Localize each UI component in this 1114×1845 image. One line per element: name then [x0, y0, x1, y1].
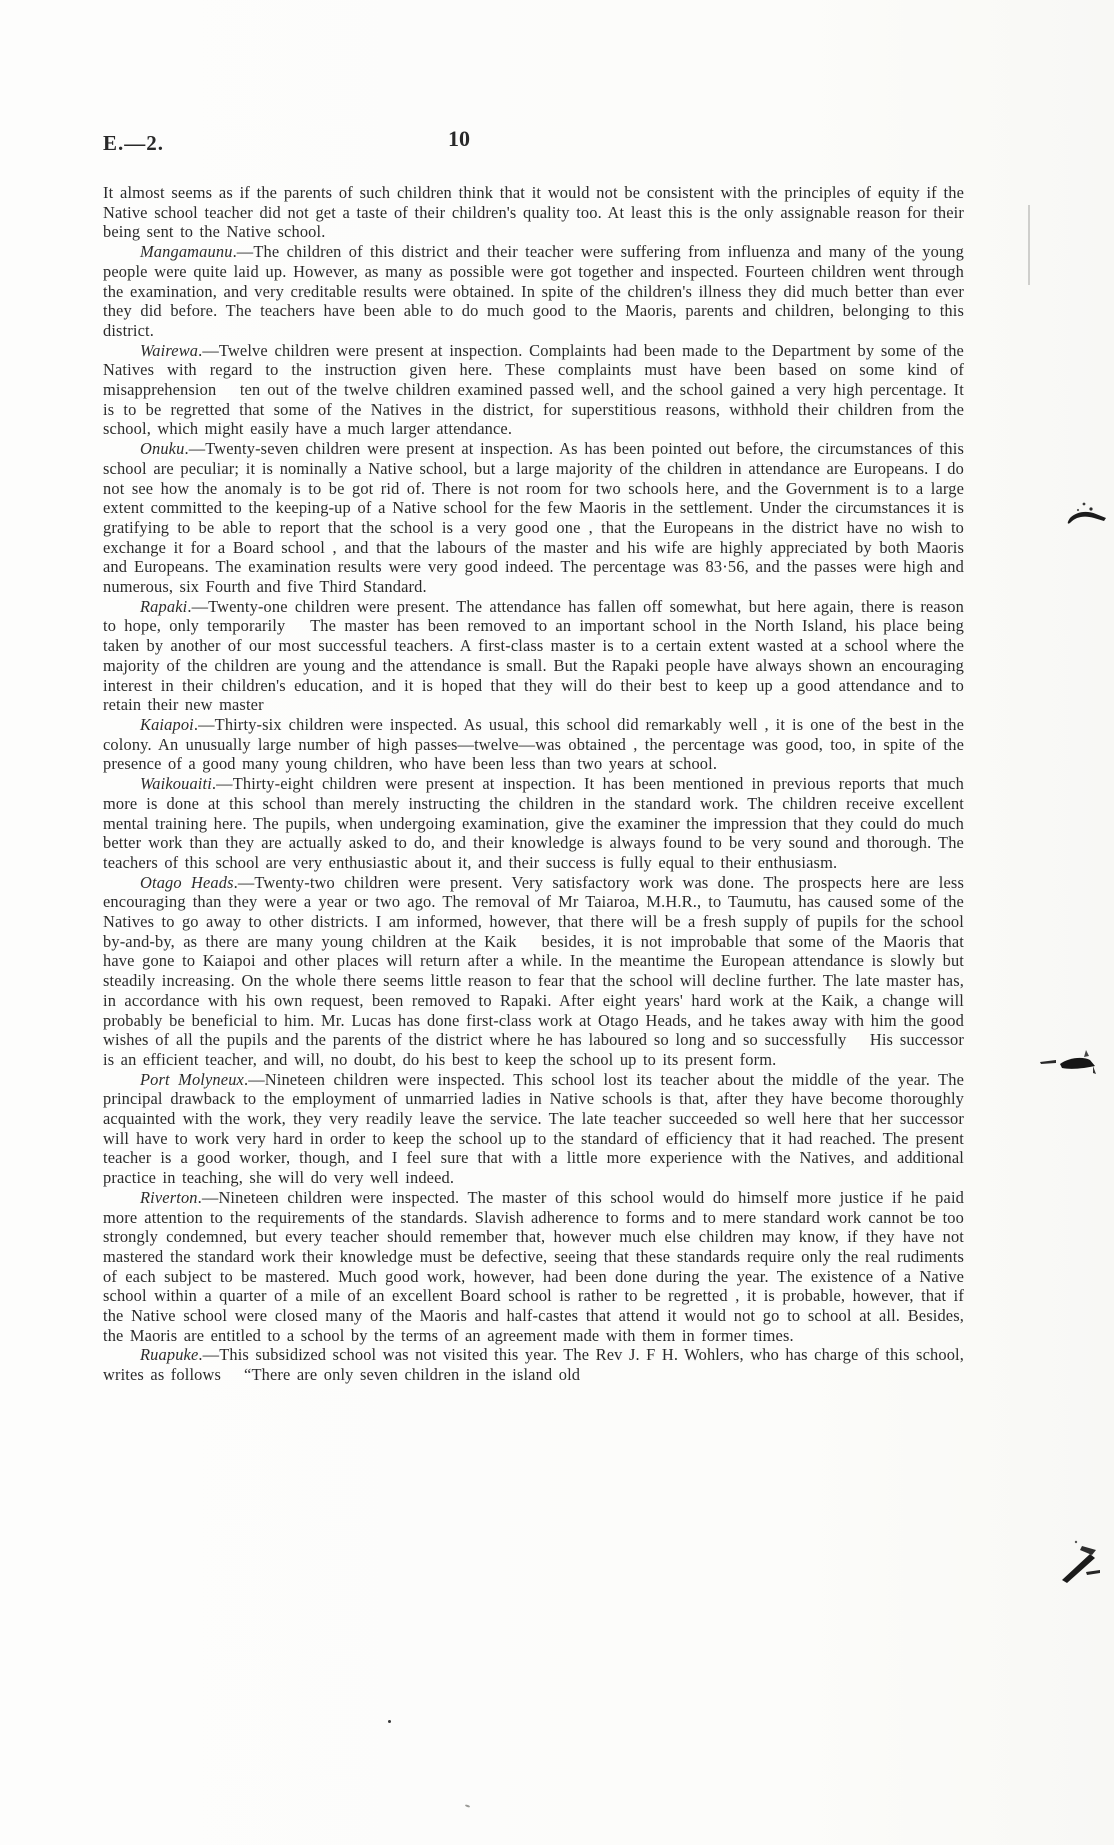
- school-name: Ruapuke: [140, 1345, 199, 1365]
- report-paragraph: It almost seems as if the parents of such children think that it would not be consistent with the principles of equity if the Native school teacher did not get a taste of their children's quality too. At least this is the only assignable reason for their being sent to the Native school.: [103, 183, 964, 242]
- name-separator: .—: [193, 714, 215, 734]
- name-separator: .—: [243, 1069, 265, 1089]
- report-paragraph: Wairewa.—Twelve children were present at inspection. Complaints had been made to the Department by some of the Natives with regard to the instruction given here. These complaints must have been based on some kind of misapprehension ten out of the twelve children examined passed well, and the school gained a very high percentage. It is to be regretted that some of the Natives in the district, for superstitious reasons, withhold their children from the school, which might easily have a much larger attendance.: [103, 340, 964, 439]
- report-paragraph: Riverton.—Nineteen children were inspected. The master of this school would do himself more justice if he paid more attention to the requirements of the standards. Slavish adherence to forms and to mere standard work cannot be too strongly condemned, but every teacher should remember that, however much else children may know, if they have not mastered the standard work their knowledge must be defective, seeing that these standards require only the real rudiments of each subject to be mastered. Much good work, however, had been done during the year. The existence of a Native school within a quarter of a mile of an excellent Board school is rather to be regretted , it is probable, however, that if the Native school were closed many of the Maoris and half-castes that attend it would not go to school at all. Besides, the Maoris are entitled to a school by the terms of an agreement made with them in former times.: [103, 1187, 964, 1345]
- name-separator: .—: [233, 872, 255, 892]
- report-paragraph: Rapaki.—Twenty-one children were present. The attendance has fallen off somewhat, but here again, there is reason to hope, only temporarily The master has been removed to an important school in the North Island, his place being taken by another of our most successful teachers. A first-class master is to a certain extent wasted at a school where the majority of the children are young and the attendance is small. But the Rapaki people have always shown an encouraging interest in their children's education, and it is hoped that they will do their best to keep up a good attendance and to retain their new master: [103, 596, 964, 715]
- ink-mark-slash-icon: [1052, 1538, 1108, 1590]
- ink-smudge: [465, 1804, 470, 1808]
- name-separator: .—: [187, 596, 209, 616]
- school-name: Port Molyneux: [140, 1069, 244, 1089]
- name-separator: .—: [198, 1345, 220, 1365]
- name-separator: .—: [184, 439, 206, 459]
- report-paragraph: Waikouaiti.—Thirty-eight children were present at inspection. It has been mentioned in previous reports that much more is done at this school than merely instructing the children in the standard work. The children receive excellent mental training here. The pupils, when undergoing examination, give the examiner the impression that they could do much better work than they are actually asked to do, and their knowledge is always found to be very sound and thorough. The teachers of this school are very enthusiastic about it, and their success is fully equal to their enthusiasm.: [103, 774, 964, 872]
- school-name: Riverton: [140, 1187, 198, 1207]
- scan-crease: [1028, 205, 1030, 285]
- name-separator: .—: [232, 242, 254, 262]
- school-name: Otago Heads: [140, 872, 234, 892]
- school-name: Onuku: [140, 439, 185, 459]
- name-separator: .—: [211, 774, 233, 794]
- report-paragraph: Port Molyneux.—Nineteen children were inspected. This school lost its teacher about the middle of the year. The principal drawback to the employment of unmarried ladies in Native schools is that, after they have become thoroughly acquainted with the work, they very readily leave the service. The late teacher succeeded so well here that her successor will have to work very hard in order to keep the school up to the standard of efficiency that it had reached. The present teacher is a good worker, though, and I feel sure that with a little more experience with the Natives, and additional practice in teaching, she will do very well indeed.: [103, 1069, 964, 1188]
- report-paragraph: Mangamaunu.—The children of this district and their teacher were suffering from influenza and many of the young people were quite laid up. However, as many as possible were got together and inspected. Fourteen children went through the examination, and very creditable results were obtained. In spite of the children's illness they did much better than ever they did before. The teachers have been able to do much good to the Maoris, parents and children, belonging to this district.: [103, 242, 964, 340]
- report-paragraph: Onuku.—Twenty-seven children were present at inspection. As has been pointed out before, the circumstances of this school are peculiar; it is nominally a Native school, but a large majority of the children in attendance are Europeans. I do not see how the anomaly is to be got rid of. There is not room for two schools here, and the Government is to a large extent committed to the keeping-up of a Native school for the few Maoris in the settlement. Under the circumstances it is gratifying to be able to report that the school is a very good one , that the Europeans in the district have no wish to exchange it for a Board school , and that the labours of the master and his wife are highly appreciated by both Maoris and Europeans. The examination results were very good indeed. The percentage was 83·56, and the passes were high and numerous, six Fourth and five Third Standard.: [103, 439, 964, 597]
- ink-mark-dash-arrow-icon: [1038, 1040, 1100, 1086]
- ink-speck: [388, 1720, 391, 1723]
- school-name: Kaiapoi: [140, 714, 194, 734]
- school-name: Wairewa: [140, 340, 199, 360]
- page-number: 10: [448, 126, 470, 151]
- name-separator: .—: [198, 340, 219, 360]
- school-name: Rapaki: [140, 596, 188, 616]
- report-paragraph: Otago Heads.—Twenty-two children were present. Very satisfactory work was done. The prospects here are less encouraging than they were a year or two ago. The removal of Mr Taiaroa, M.H.R., to Taumutu, has caused some of the Natives to go away to other districts. I am informed, however, that there will be a fresh supply of pupils for the school by-and-by, as there are many young children at the Kaik besides, it is not improbable that some of the Maoris that have gone to Kaiapoi and other places will return after a while. In the meantime the European attendance is slowly but steadily increasing. On the whole there seems little reason to fear that the school will decline further. The late master has, in accordance with his own request, been removed to Rapaki. After eight years' hard work at the Kaik, a change will probably be beneficial to him. Mr. Lucas has done first-class work at Otago Heads, and he takes away with him the good wishes of all the pupils and the parents of the district where he has laboured so long and so successfully His successor is an efficient teacher, and will, no doubt, do his best to keep the school up to its present form.: [103, 872, 964, 1069]
- name-separator: .—: [197, 1187, 219, 1207]
- report-paragraph: Kaiapoi.—Thirty-six children were inspected. As usual, this school did remarkably well , it is one of the best in the colony. An unusually large number of high passes—twelve—was obtained , the percentage was good, too, in spite of the presence of a good many young children, who have been less than two years at school.: [103, 714, 964, 774]
- school-name: Waikouaiti: [140, 774, 212, 794]
- report-body: [103, 183, 964, 1385]
- report-paragraph: Ruapuke.—This subsidized school was not visited this year. The Rev J. F H. Wohlers, who has charge of this school, writes as follows “There are only seven children in the island old: [103, 1345, 964, 1385]
- school-name: Mangamaunu: [140, 242, 233, 262]
- report-code: E.—2.: [103, 131, 165, 155]
- ink-mark-tick-icon: [1056, 488, 1110, 528]
